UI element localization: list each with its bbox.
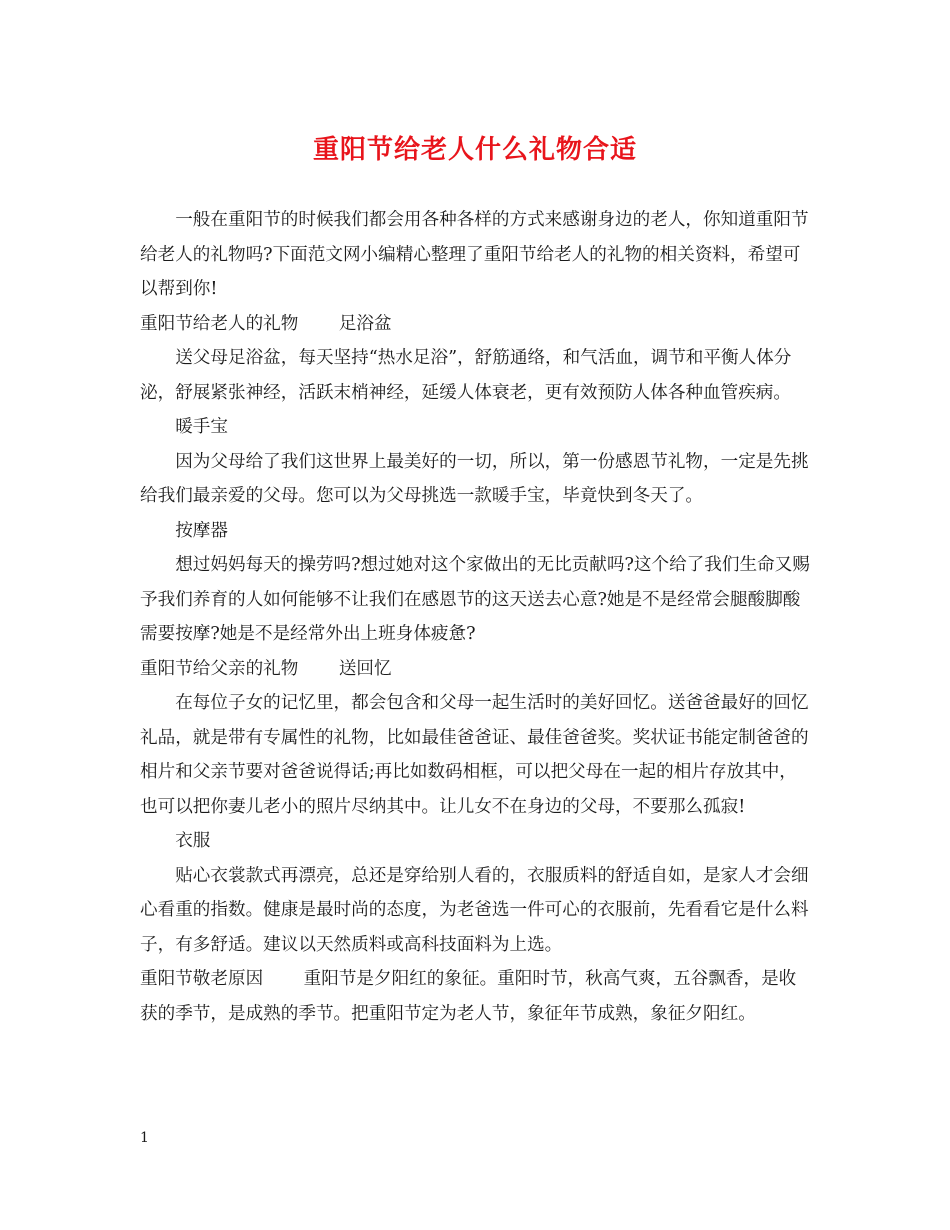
- section-heading-line: [140, 307, 812, 342]
- intro-paragraph: 一般在重阳节的时候我们都会用各种各样的方式来感谢身边的老人，你知道重阳节给老人的礼物吗?下面范文网小编精心整理了重阳节给老人的礼物的相关资料，希望可以帮到你!: [140, 210, 809, 299]
- document-title: 重阳节给老人什么礼物合适: [312, 135, 637, 165]
- section-heading: 重阳节敬老原因: [140, 969, 264, 989]
- reason-paragraph: [140, 962, 812, 1031]
- gift-item-title: 按摩器: [175, 520, 228, 541]
- section-heading: 重阳节给父亲的礼物: [140, 658, 299, 679]
- reason-text: 重阳节是夕阳红的象征。重阳时节，秋高气爽，五谷飘香，是收获的季节，是成熟的季节。把重阳节定为老人节，象征年节成熟，象征夕阳红。: [140, 969, 797, 1024]
- document-body: [140, 203, 812, 1031]
- gift-item-title: 足浴盆: [338, 313, 392, 334]
- gift-item-paragraph: 想过妈妈每天的操劳吗?想过她对这个家做出的无比贡献吗?这个给了我们生命又赐予我们养育的人如何能够不让我们在感恩节的这天送去心意?她是不是经常会腿酸脚酸需要按摩?她是不是经常外出上班身体疲惫?: [140, 555, 810, 644]
- section-heading: 重阳节给老人的礼物: [140, 313, 299, 334]
- gift-item-paragraph: 在每位子女的记忆里，都会包含和父母一起生活时的美好回忆。送爸爸最好的回忆礼品，就是带有专属性的礼物，比如最佳爸爸证、最佳爸爸奖。奖状证书能定制爸爸的相片和父亲节要对爸爸说得话;再比如数码相框，可以把父母在一起的相片存放其中，也可以把你妻儿老小的照片尽纳其中。让儿女不在身边的父母，不要那么孤寂!: [140, 693, 809, 817]
- gift-item-title: 暖手宝: [175, 417, 228, 437]
- section-heading-line: [140, 652, 812, 687]
- gift-item-paragraph: 贴心衣裳款式再漂亮，总还是穿给别人看的，衣服质料的舒适自如，是家人才会细心看重的指数。健康是最时尚的态度，为老爸选一件可心的衣服前，先看看它是什么料子，有多舒适。建议以天然质料或高科技面料为上选。: [140, 865, 809, 955]
- gift-item-title: 衣服: [175, 831, 211, 851]
- gift-item-paragraph: 因为父母给了我们这世界上最美好的一切，所以，第一份感恩节礼物，一定是先挑给我们最亲爱的父母。您可以为父母挑选一款暖手宝，毕竟快到冬天了。: [140, 451, 809, 506]
- gift-item-title: 送回忆: [338, 658, 392, 679]
- page-number: 1: [140, 1130, 149, 1146]
- gift-item-paragraph: 送父母足浴盆，每天坚持“热水足浴”，舒筋通络，和气活血，调节和平衡人体分泌，舒展紧张神经，活跃末梢神经，延缓人体衰老，更有效预防人体各种血管疾病。: [140, 348, 792, 403]
